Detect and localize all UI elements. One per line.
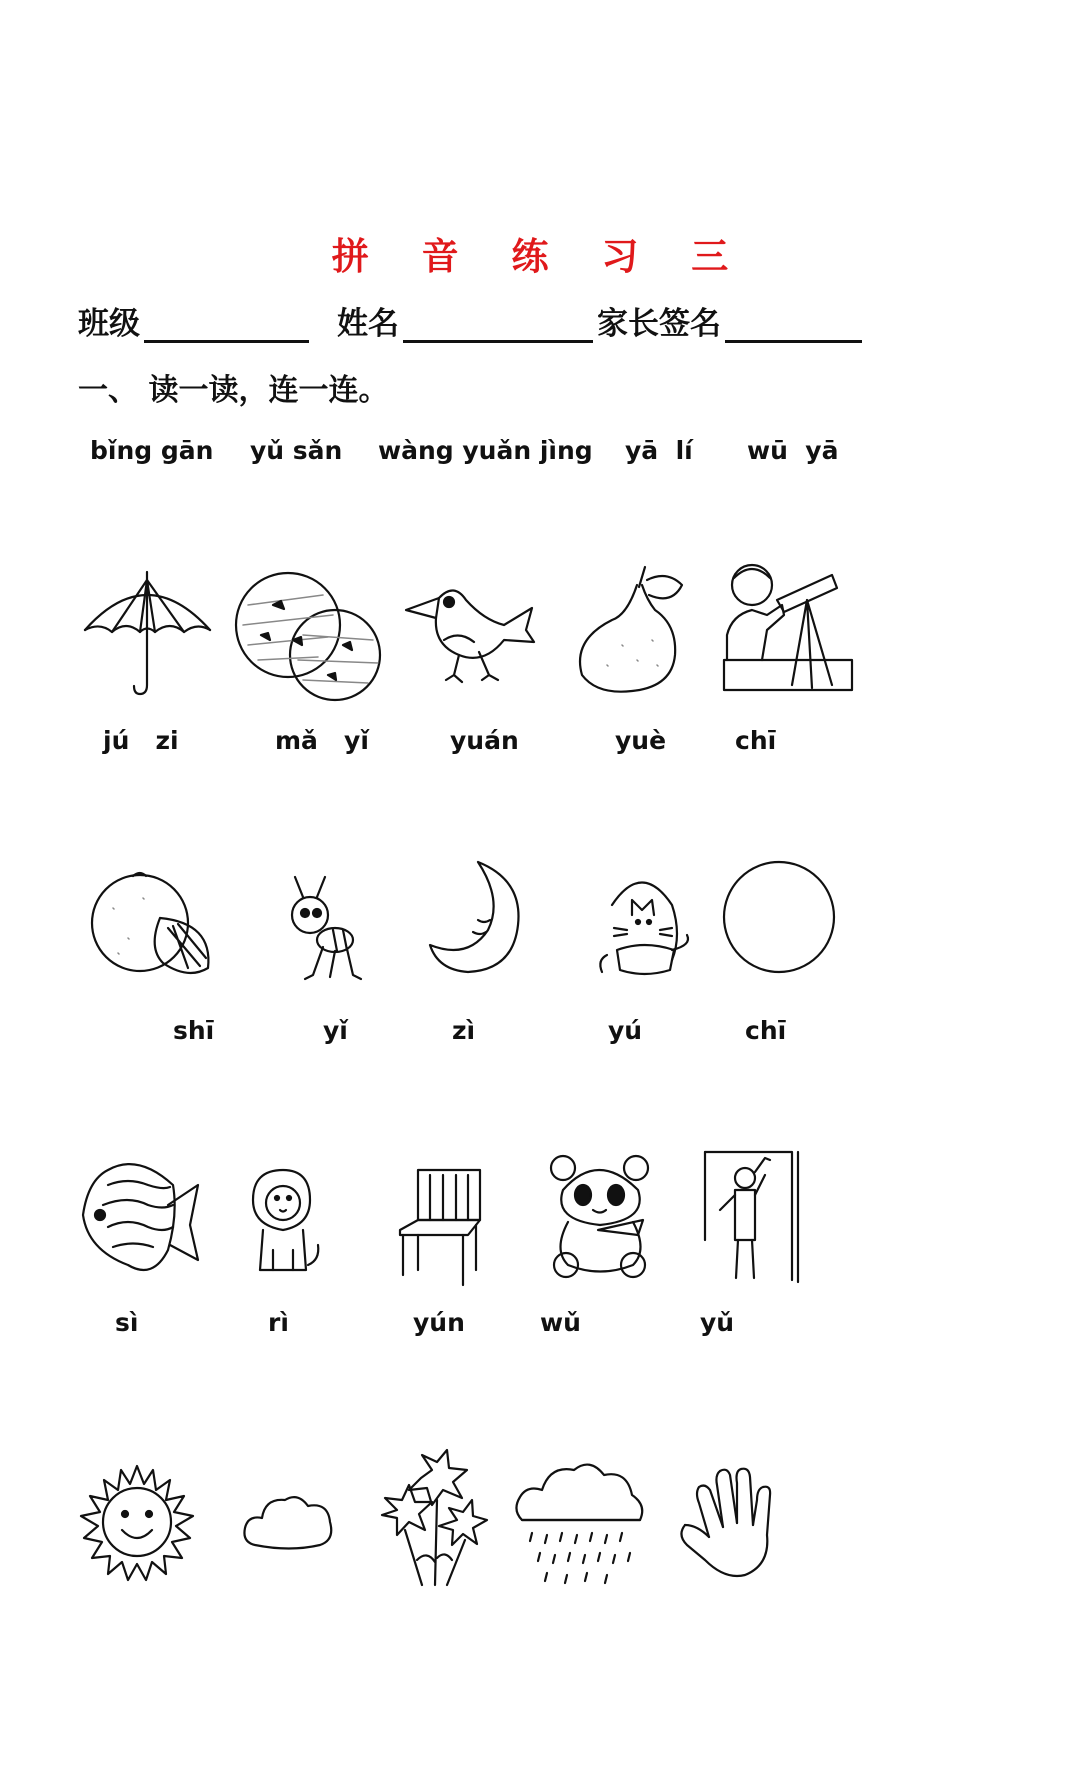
pinyin-label: chī bbox=[745, 1016, 787, 1045]
writing-on-board-icon[interactable] bbox=[700, 1150, 800, 1285]
fish-icon[interactable] bbox=[78, 1155, 200, 1280]
pinyin-label: yā lí bbox=[625, 436, 693, 465]
pinyin-label: yú bbox=[608, 1016, 643, 1045]
orange-icon[interactable] bbox=[88, 868, 213, 980]
cloud-icon[interactable] bbox=[240, 1490, 335, 1555]
pinyin-label: sì bbox=[115, 1308, 139, 1337]
pinyin-label: chī bbox=[735, 726, 777, 755]
ant-icon[interactable] bbox=[285, 875, 373, 985]
pinyin-label: wū yā bbox=[747, 436, 839, 465]
parent-signature-blank[interactable] bbox=[725, 306, 862, 343]
crow-icon[interactable] bbox=[404, 580, 536, 685]
telescope-boy-icon[interactable] bbox=[722, 560, 857, 695]
parent-signature-field bbox=[597, 298, 862, 343]
pinyin-label: yǔ bbox=[700, 1308, 735, 1337]
name-field bbox=[337, 298, 593, 343]
pinyin-label: yǔ sǎn bbox=[250, 436, 343, 465]
class-field bbox=[78, 298, 309, 343]
pinyin-label: zì bbox=[452, 1016, 476, 1045]
rain-cloud-icon[interactable] bbox=[512, 1455, 647, 1590]
page-title: 拼 音 练 习 三 bbox=[331, 234, 749, 278]
pear-icon[interactable] bbox=[567, 565, 689, 695]
circle-icon[interactable] bbox=[722, 860, 837, 975]
pinyin-label: mǎ yǐ bbox=[275, 726, 369, 755]
pinyin-label: wǔ bbox=[540, 1308, 581, 1337]
biscuits-icon[interactable] bbox=[233, 565, 383, 705]
moon-icon[interactable] bbox=[428, 860, 523, 980]
question-1-heading: 一、 读一读，连一连。 bbox=[78, 373, 389, 408]
hand-icon[interactable] bbox=[675, 1465, 780, 1585]
cat-eating-icon[interactable] bbox=[592, 860, 694, 980]
flowers-icon[interactable] bbox=[377, 1450, 489, 1588]
parent-signature-label: 家长签名 bbox=[597, 306, 721, 342]
pinyin-label: wàng yuǎn jìng bbox=[378, 436, 593, 465]
pinyin-label: yuè bbox=[615, 726, 667, 755]
pinyin-label: bǐng gān bbox=[90, 436, 214, 465]
pinyin-label: rì bbox=[268, 1308, 289, 1337]
panda-eating-icon[interactable] bbox=[548, 1150, 653, 1278]
lion-icon[interactable] bbox=[248, 1165, 326, 1280]
pinyin-label: jú zi bbox=[103, 726, 179, 755]
chair-icon[interactable] bbox=[398, 1165, 486, 1287]
pinyin-label: yǐ bbox=[323, 1016, 348, 1045]
name-label: 姓名 bbox=[337, 306, 399, 342]
class-blank[interactable] bbox=[144, 306, 309, 343]
pinyin-label: yuán bbox=[450, 726, 519, 755]
pinyin-label: shī bbox=[173, 1016, 215, 1045]
pinyin-label: yún bbox=[413, 1308, 465, 1337]
sun-icon[interactable] bbox=[78, 1458, 196, 1586]
umbrella-icon[interactable] bbox=[80, 570, 215, 695]
class-label: 班级 bbox=[78, 306, 140, 342]
name-blank[interactable] bbox=[403, 306, 593, 343]
